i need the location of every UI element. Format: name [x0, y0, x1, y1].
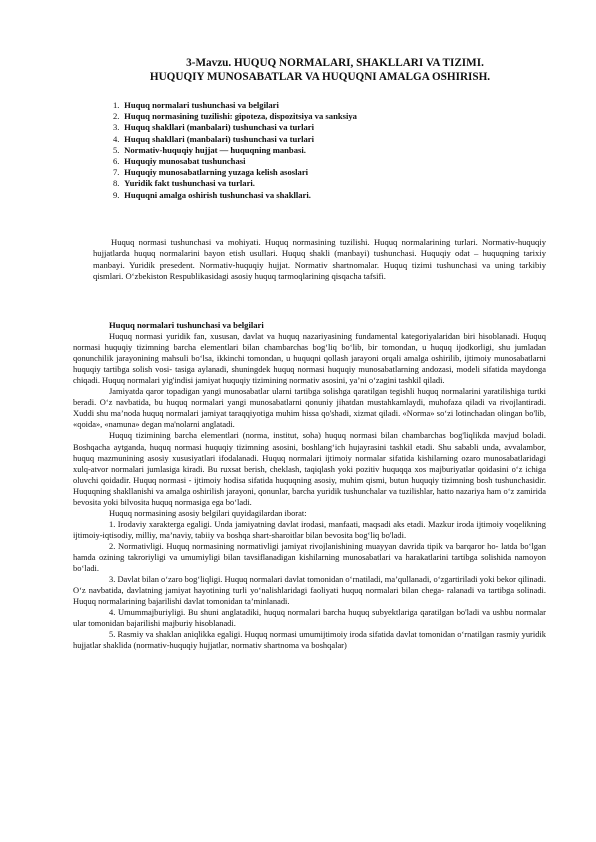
- outline-item: 5. Normativ-huquqiy hujjat — huquqning manbasi.: [113, 144, 306, 155]
- outline-item: 4. Huquq shakllari (manbalari) tushunchasi va turlari: [113, 133, 314, 144]
- outline-item: 6. Huquqiy munosabat tushunchasi: [113, 156, 246, 167]
- body-paragraph: Huquq tizimining barcha elementlari (norma, institut, soha) huquq normasi bilan chambarchas bog'liqlikda mavjud boladi. Boshqacha aytganda, huquq normasi huquqiy tizimning asosini, boshlang‘ich hujayrasini tashkil etadi. Shu sababli unda, avvalambor, huquq mazmunining asosiy xususiyatlari ifodalanadi. Huquq normalari ijtimoiy normalar sifatida kishilarning ozaro munosabatlaridagi xulq-atvor normalari jumlasiga kiradi. Bu ruxsat berish, cheklash, taqiqlash yoki pozitiv huquqqa xos majburiyatlar qoidasini o‘z ichiga oluvchi qoidadir. Huquq normasi - ijtimoiy hodisa sifatida huquqning asosiy, muhim qismi, butun huquqiy tizimning bosh tushunchasidir. Huquqning shakllanishi va amalga oshirilish jarayoni, qonunlar, barcha yuridik tushunchalar va tuzilishlar, hatto nazariya ham o‘z zamirida bevosita yoki bilvosita huquq normasiga ega bo‘ladi.: [73, 430, 546, 507]
- outline-item: 3. Huquq shakllari (manbalari) tushunchasi va turlari: [113, 122, 314, 133]
- body-paragraph: 4. Umummajburiyligi. Bu shuni anglatadiki, huquq normalari barcha huquq subyektlariga qaratilgan bo'ladi va ushbu normalar ular tomonidan bajarilishi majburiy hisoblanadi.: [73, 607, 546, 629]
- outline-item: 9. Huquqni amalga oshirish tushunchasi va shakllari.: [113, 189, 311, 200]
- main-text: [73, 320, 546, 651]
- intro-paragraph: Huquq normasi tushunchasi va mohiyati. Huquq normasining tuzilishi. Huquq normalarining turlari. Normativ-huquqiy hujjatlarda huquq normalarini bayon etish usullari. Huquq shakli (manbayi) tushunchasi. Huquqiy odat – huquqning tarixiy manbayi. Yuridik presedent. Normativ-huquqiy hujjat. Normativ shartnomalar. Huquq tizimi tushunchasi va uning tarkibiy qismlari. O‘zbekiston Respublikasidagi asosiy huquq tarmoqlarining qisqacha tafsifi.: [93, 237, 546, 282]
- outline-item: 7. Huquqiy munosabatlarning yuzaga kelish asoslari: [113, 167, 309, 178]
- body-paragraph: 5. Rasmiy va shaklan aniqlikka egaligi. Huquq normasi umumijtimoiy iroda sifatida davlat tomonidan o‘rnatilgan rasmiy yuridik hujjatlar shaklida (normativ-huquqiy hujjatlar, normativ shartnoma va boshqalar): [73, 629, 546, 651]
- outline-item: 2. Huquq normasining tuzilishi: gipoteza, dispozitsiya va sanksiya: [113, 111, 357, 122]
- body-paragraph: Jamiyatda qaror topadigan yangi munosabatlar ularni tartibga solishga qaratilgan tegishli huquq normalarini yaratilishiga turtki beradi. O‘z navbatida, bu huquq normalari yangi munosabatlarni qonuniy jihatdan mustahkamlaydi, muhofaza qiladi va rivojlantiradi. Xuddi shu ma’noda huquq normalari jamiyat taraqqiyotiga muhim hissa qo'shadi, xizmat qiladi. «Norma» so‘zi lotinchadan olingan bo'lib, «qoida», «namuna» degan ma'nolarni anglatadi.: [73, 386, 546, 430]
- body-paragraph: Huquq normasi yuridik fan, xususan, davlat va huquq nazariyasining fundamental kategoriyalaridan biri hisoblanadi. Huquq normasi huquqiy tizimning barcha elementlari bilan chambarchas bog‘liq bo‘lib, bir tomondan, u huquq ijodkorligi, shu jumladan qonunchilik jarayonining mahsuli bo‘lsa, ikkinchi tomondan, u huquqni qollash jarayoni orqali amalga oshirilib, ijtimoiy munosabatlarni huquqiy tartibga solish vosi- tasiga aylanadi, shuningdek huquq normasi huquqiy munosabatlarning andozasi, modeli sifatida maydonga chiqadi. Huquq normalari yig'indisi jamiyat huquqiy tizimining normativ asosini, ya’ni o‘zagini tashkil qiladi.: [73, 331, 546, 386]
- topic-outline: [113, 100, 357, 201]
- body-paragraph: 2. Normativligi. Huquq normasining normativligi jamiyat rivojlanishining muayyan davrida tipik va barqaror ho- latda bo‘lgan hamda ozining takroriyligi va umumiyligi bilan tavsiflanadigan kishilarning munosabatlari va harakatlarini tartibga solishida namoyon bo‘ladi.: [73, 540, 546, 574]
- outline-item: 8. Yuridik fakt tushunchasi va turlari.: [113, 178, 255, 189]
- title-line-2: HUQUQIY MUNOSABATLAR VA HUQUQNI AMALGA OSHIRISH.: [149, 71, 491, 83]
- outline-item: 1. Huquq normalari tushunchasi va belgilari: [113, 100, 279, 110]
- section-heading: Huquq normalari tushunchasi va belgilari: [109, 320, 264, 330]
- body-paragraph: 1. Irodaviy xarakterga egaligi. Unda jamiyatning davlat irodasi, manfaati, maqsadi aks etadi. Mazkur iroda ijtimoiy voqelikning ijtimoiy-iqtisodiy, milliy, ma’naviy, tabiiy va boshqa shart-sharoitlar bilan bevosita bog‘liq bo'ladi.: [73, 518, 546, 540]
- body-paragraph: 3. Davlat bilan o‘zaro bog‘liqligi. Huquq normalari davlat tomonidan o‘rnatiladi, ma’qullanadi, o‘zgartiriladi yoki bekor qilinadi. O‘z navbatida, davlatning jamiyat hayotining turli yo‘nalishlaridagi faoliyati huquq normalari bilan chega- ralanadi va tartibga solinadi. Huquq normalarining bajarilishi davlat tomonidan ta’minlanadi.: [73, 574, 546, 607]
- title-line-1: 3-Mavzu. HUQUQ NORMALARI, SHAKLLARI VA TIZIMI.: [186, 57, 484, 69]
- body-paragraph: Huquq normasining asosiy belgilari quyidagilardan iborat:: [109, 507, 307, 518]
- document-title: [100, 56, 540, 84]
